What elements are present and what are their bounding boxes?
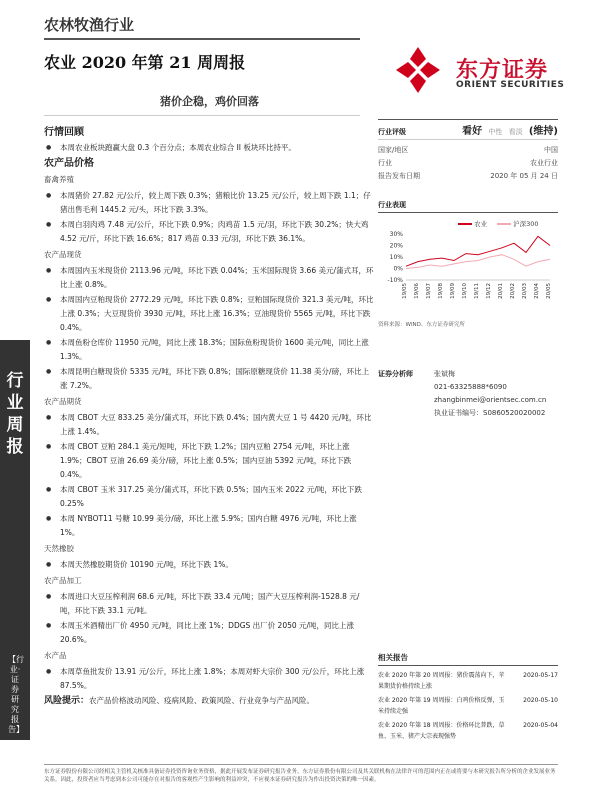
legend-item	[458, 219, 487, 228]
analyst-email[interactable]: zhangbinmei@orientsec.com.cn	[434, 396, 547, 404]
report-subtitle: 猪价企稳，鸡价回落	[160, 95, 259, 108]
x-tick-label: 20/03	[522, 283, 528, 299]
rating-value: 看好	[462, 126, 483, 137]
subsection-title-processing: 农产品加工	[44, 576, 82, 585]
x-tick-label: 19/12	[486, 283, 492, 299]
x-tick-label: 19/08	[438, 283, 444, 299]
x-tick-label: 20/05	[546, 283, 552, 299]
list-item: ● 本周 CBOT 豆粕 284.1 美元/短吨，环比下跌 1.2%；国内豆粕 2754 元/吨，环比上涨 1.9%；CBOT 豆油 26.69 美分/磅，环比上涨 0.5%；国内豆油 5392 元/吨，环比下跌 0.4%。	[44, 440, 374, 482]
header-divider	[44, 38, 360, 40]
section-title-review: 行情回顾	[44, 127, 84, 138]
x-tick-label: 20/02	[510, 283, 516, 299]
related-divider	[378, 665, 558, 666]
chart-source: 资料来源：WIND、东方证券研究所	[378, 322, 465, 328]
x-tick-label: 19/10	[462, 283, 468, 299]
risk-warning	[44, 694, 374, 708]
performance-title: 行业表现	[378, 201, 406, 209]
info-value: 农业行业	[530, 159, 558, 167]
x-tick-label: 20/04	[534, 283, 540, 299]
list-item: ● 本周国内豆粕现货价 2772.29 元/吨，环比下跌 0.8%；豆粕国际现货价 321.3 美元/吨，环比上涨 0.3%；大豆现货价 3930 元/吨，环比上涨 16.3%；豆油现货价 5565 元/吨，环比下跌 0.4%。	[44, 293, 374, 335]
list-item: ● 本周昆明白糖现货价 5335 元/吨，环比下跌 0.8%；国际原糖现货价 11.38 美分/磅，环比上涨 7.2%。	[44, 365, 374, 393]
logo-name-cn: 东方证券	[456, 58, 549, 83]
related-item[interactable]	[378, 695, 558, 717]
report-title: 农业 2020 年第 21 周周报	[44, 53, 246, 72]
rating-panel	[378, 119, 558, 183]
analyst-panel	[378, 368, 558, 420]
y-tick-label: 0%	[393, 265, 403, 273]
sidebar-sublabel: 【行业·证券研究报告】	[8, 655, 24, 734]
performance-chart	[378, 228, 558, 312]
sidebar-label: 行业周报	[6, 371, 24, 457]
related-item-date: 2020-05-10	[523, 697, 558, 704]
list-item: ● 本周进口大豆压榨利润 68.6 元/吨，环比下跌 33.4 元/吨；国产大豆压榨利润-1528.8 元/吨，环比下跌 33.1 元/吨。	[44, 590, 374, 618]
x-tick-label: 19/09	[450, 283, 456, 299]
subsection-title-futures: 农产品期货	[44, 397, 82, 406]
series-line	[406, 255, 550, 269]
analyst-phone: 021-63325888*6090	[434, 383, 507, 391]
info-key: 国家/地区	[378, 146, 409, 154]
list-item: ● 本周猪价 27.82 元/公斤，较上周下跌 0.3%；猪粮比价 13.25 元/公斤，较上周下跌 1.1；仔猪出售毛利 1445.2 元/头，环比下跌 3.3%。	[44, 189, 374, 217]
related-item-date: 2020-05-04	[523, 722, 558, 729]
subsection-title-rubber: 天然橡胶	[44, 544, 74, 553]
list-item: ● 本周草鱼批发价 13.91 元/公斤，环比上涨 1.8%；本周对虾大宗价 300 元/公斤，环比上涨 87.5%。	[44, 665, 374, 693]
legend-item	[497, 219, 539, 228]
footer-divider	[44, 764, 558, 765]
related-item[interactable]	[378, 720, 558, 742]
related-title: 相关报告	[378, 653, 408, 662]
analyst-name: 张斌梅	[434, 370, 455, 378]
list-item: ● 本周天然橡胶期货价 10190 元/吨，环比下跌 1%。	[44, 558, 374, 572]
rating-label: 行业评级	[378, 128, 406, 136]
list-item: ● 本周白羽肉鸡 7.48 元/公斤，环比下跌 0.9%；肉鸡苗 1.5 元/羽，环比下跌 30.2%；快大鸡 4.52 元/斤，环比下跌 16.6%；817 鸡苗 0.33 元/羽，环比下跌 36.1%。	[44, 218, 374, 246]
footer-disclaimer: 东方证券股份有限公司经相关主管机关核准具备证券投资咨询业务资格，据此开展发布证券研究报告业务。东方证券股份有限公司及其关联机构在法律许可的范围内正在或将要与本研究报告所分析的企业发展业务关系。因此，投资者应当考虑到本公司可能存在对报告的客观性产生影响的利益冲突，不应视本证券研究报告为作出投资决策的唯一因素。	[44, 769, 556, 783]
rating-divider	[378, 139, 558, 140]
series-line	[406, 236, 550, 266]
y-tick-label: 10%	[389, 254, 403, 261]
x-tick-label: 19/07	[426, 283, 432, 299]
legend-label: 沪深300	[513, 220, 539, 228]
related-item-date: 2020-05-17	[523, 672, 558, 679]
list-item: ● 本周国内玉米现货价 2113.96 元/吨，环比下跌 0.04%；玉米国际现货 3.66 美元/蒲式耳，环比上涨 0.8%。	[44, 264, 374, 292]
list-item: ● 本周鱼粉仓库价 11950 元/吨，同比上涨 18.3%；国际鱼粉现货价 1600 美元/吨，同比上涨 1.3%。	[44, 336, 374, 364]
subsection-title-spot: 农产品现货	[44, 250, 82, 259]
subtitle-divider	[44, 115, 360, 116]
risk-text: 农产品价格波动风险、疫病风险、政策风险、行业竞争与产品风险。	[89, 696, 315, 705]
list-item: ● 本周农业板块跑赢大盘 0.3 个百分点；本周农业综合 II 板块环比持平。	[44, 141, 374, 155]
industry-category: 农林牧渔行业	[44, 16, 135, 34]
y-tick-label: 30%	[389, 231, 403, 238]
rating-status: (维持)	[528, 126, 558, 137]
list-item: ● 本周 NYBOT11 号糖 10.99 美分/磅，环比上涨 5.9%；国内白糖 4976 元/吨，环比上涨 1%。	[44, 512, 374, 540]
x-tick-label: 19/11	[474, 283, 480, 299]
related-item-text[interactable]: 农业 2020 年第 18 周周报：价格环比普跌，草鱼、玉米、猪产大宗表现强势	[378, 722, 505, 740]
info-row	[378, 157, 558, 170]
rating-row	[378, 120, 558, 139]
x-tick-label: 19/05	[402, 283, 408, 299]
risk-label: 风险提示：	[44, 696, 90, 706]
related-item-text[interactable]: 农业 2020 年第 20 周周报：猪价震荡向下，苹果期货价格持续上涨	[378, 672, 505, 690]
x-tick-label: 20/01	[498, 283, 504, 299]
info-key: 报告发布日期	[378, 172, 420, 180]
y-tick-label: 20%	[389, 242, 403, 250]
info-value: 2020 年 05 月 24 日	[490, 172, 558, 180]
analyst-label: 证券分析师	[378, 370, 413, 378]
rating-low: 看淡	[508, 128, 523, 136]
list-item: ● 本周 CBOT 大豆 833.25 美分/蒲式耳，环比下跌 0.4%；国内黄大豆 1 号 4420 元/吨，环比上涨 1.4%。	[44, 411, 374, 439]
info-value: 中国	[544, 146, 558, 154]
info-row	[378, 170, 558, 183]
related-item[interactable]	[378, 670, 558, 692]
info-row	[378, 144, 558, 157]
rating-mid: 中性	[488, 128, 503, 136]
list-item: ● 本周玉米酒精出厂价 4950 元/吨，同比上涨 1%；DDGS 出厂价 2050 元/吨，同比上涨 20.6%。	[44, 619, 374, 647]
info-key: 行业	[378, 159, 392, 167]
logo-name-en: ORIENT SECURITIES	[456, 80, 565, 90]
chart-legend	[458, 219, 558, 228]
related-reports	[378, 652, 558, 742]
left-sidebar	[0, 340, 30, 740]
performance-divider	[378, 212, 558, 213]
related-item-text[interactable]: 农业 2020 年第 19 周周报：白鸡价格反弹，玉米持续走强	[378, 697, 505, 715]
x-tick-label: 19/06	[414, 283, 420, 299]
main-content	[44, 124, 374, 708]
y-tick-label: -10%	[387, 277, 403, 284]
subsection-title-livestock: 畜禽养殖	[44, 175, 74, 184]
list-item: ● 本周 CBOT 玉米 317.25 美分/蒲式耳，环比下跌 0.5%；国内玉米 2022 元/吨，环比下跌 0.25%	[44, 483, 374, 511]
performance-panel	[378, 200, 558, 328]
legend-label: 农业	[474, 220, 488, 228]
subsection-title-aquatic: 水产品	[44, 651, 67, 660]
analyst-cert: 执业证书编号：S0860520020002	[434, 409, 546, 417]
company-logo-icon	[392, 45, 444, 95]
section-title-prices: 农产品价格	[44, 158, 94, 169]
